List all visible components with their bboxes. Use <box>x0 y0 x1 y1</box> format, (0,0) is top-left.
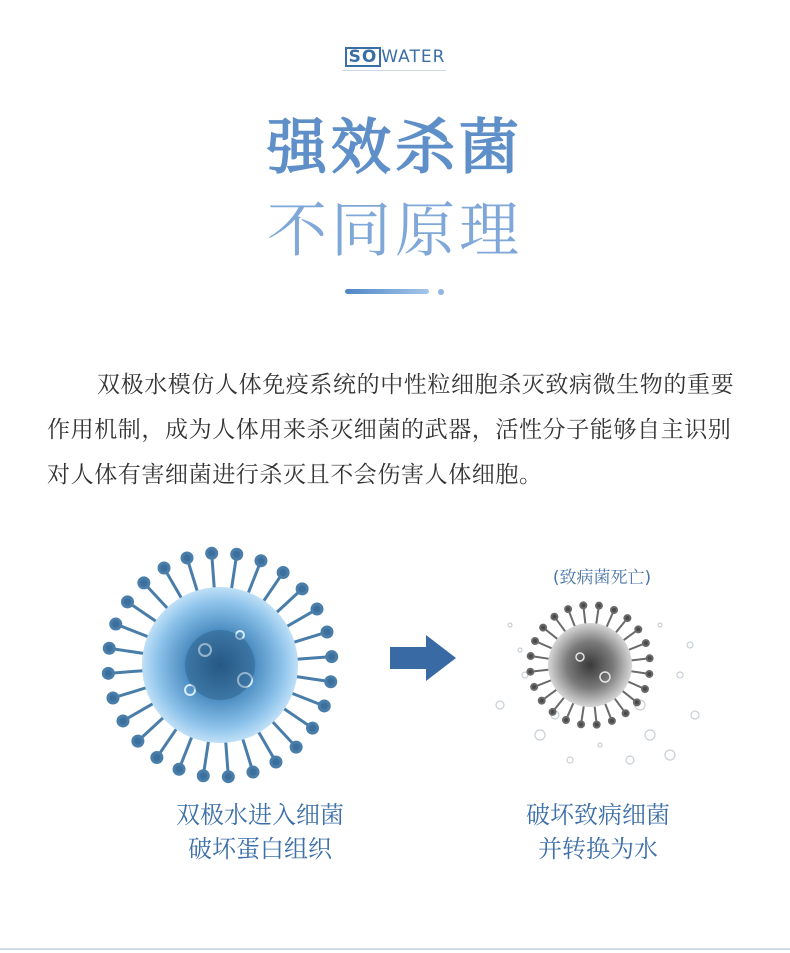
virus-spike-tip <box>174 764 184 774</box>
virus-spike-tip <box>133 736 143 746</box>
virus-spike-tip <box>312 604 322 614</box>
after-caption-line2: 并转换为水 <box>538 835 658 863</box>
virus-spike-tip <box>551 614 557 620</box>
virus-spike-tip <box>319 701 329 711</box>
virus-spike-tip <box>104 643 114 653</box>
virus-spike-tip <box>198 771 208 781</box>
virus-spike-tip <box>159 563 169 573</box>
virus-spike-tip <box>232 549 242 559</box>
virus-spike-tip <box>291 742 301 752</box>
virus-spike-tip <box>565 606 571 612</box>
before-caption-line1: 双极水进入细菌 <box>176 801 344 829</box>
logo-underline <box>342 70 446 71</box>
virus-spike-tip <box>327 652 337 662</box>
dead-bacteria-note: (致病菌死亡) <box>552 568 652 588</box>
virus-spike-tip <box>182 553 192 563</box>
virus-spike-tip <box>539 698 545 704</box>
after-caption <box>438 798 758 866</box>
after-caption-line1: 破坏致病细菌 <box>526 801 670 829</box>
virus-spike-tip <box>624 615 630 621</box>
virus-spike-tip <box>207 548 217 558</box>
virus-spike-tip <box>528 653 534 659</box>
before-caption-line2: 破坏蛋白组织 <box>188 835 332 863</box>
virus-spike-tip <box>322 627 332 637</box>
virus-spike-tip <box>308 723 318 733</box>
virus-spike-tip <box>527 669 533 675</box>
description-paragraph: 双极水模仿人体免疫系统的中性粒细胞杀灭致病微生物的重要作用机制，成为人体用来杀灭细菌的武器，活性分子能够自主识别对人体有害细菌进行杀灭且不会伤害人体细胞。 <box>47 372 735 488</box>
page-subtitle: 不同原理 <box>267 196 523 266</box>
water-droplet <box>567 757 573 763</box>
virus-spike-tip <box>103 668 113 678</box>
water-droplet <box>645 730 655 740</box>
virus-spike-tip <box>248 767 258 777</box>
virus-spike-tip <box>111 619 121 629</box>
water-droplet <box>508 623 512 627</box>
virus-spike-tip <box>540 625 546 631</box>
virus-spike-tip <box>623 710 629 716</box>
title-divider-dot <box>438 289 444 295</box>
water-droplet <box>535 730 545 740</box>
bottom-divider <box>0 948 790 950</box>
virus-spike-tip <box>642 686 648 692</box>
water-droplet <box>658 623 662 627</box>
blue-virus-icon <box>95 540 345 790</box>
page-title: 强效杀菌 <box>267 113 523 183</box>
water-droplet <box>687 642 693 648</box>
virus-spike-tip <box>531 684 537 690</box>
virus-spike-tip <box>550 709 556 715</box>
virus-spike-tip <box>647 655 653 661</box>
gray-dead-virus-icon <box>480 585 720 785</box>
virus-spike-tip <box>580 602 586 608</box>
logo-text: WATER <box>381 47 446 67</box>
water-droplet <box>626 756 634 764</box>
virus-spike-tip <box>643 640 649 646</box>
water-droplet <box>677 672 683 678</box>
water-droplet <box>518 648 522 652</box>
water-droplet <box>496 701 504 709</box>
virus-spike-tip <box>122 597 132 607</box>
virus-spike-tip <box>108 693 118 703</box>
brand-logo <box>0 47 790 67</box>
virus-spike-tip <box>152 753 162 763</box>
virus-spike-tip <box>256 556 266 566</box>
virus-spike-tip <box>118 716 128 726</box>
virus-spike-tip <box>278 567 288 577</box>
virus-spike-tip <box>563 717 569 723</box>
virus-spike-tip <box>326 677 336 687</box>
virus-spike-tip <box>594 722 600 728</box>
virus-spike-tip <box>297 584 307 594</box>
title-divider-bar <box>345 289 429 294</box>
virus-spike-tip <box>609 718 615 724</box>
logo-boxed-text: SO <box>345 47 382 67</box>
virus-spike-tip <box>634 699 640 705</box>
virus-spike-tip <box>271 757 281 767</box>
before-caption <box>100 798 420 866</box>
virus-spike-tip <box>578 721 584 727</box>
right-arrow-icon <box>390 635 456 681</box>
virus-spike-tip <box>223 772 233 782</box>
water-droplet <box>598 743 602 747</box>
virus-spike-tip <box>646 671 652 677</box>
virus-spike-tip <box>596 603 602 609</box>
virus-spike-tip <box>532 638 538 644</box>
virus-spike-tip <box>635 626 641 632</box>
water-droplet <box>665 750 675 760</box>
virus-spike-tip <box>139 578 149 588</box>
virus-spike-tip <box>611 607 617 613</box>
water-droplet <box>691 711 699 719</box>
